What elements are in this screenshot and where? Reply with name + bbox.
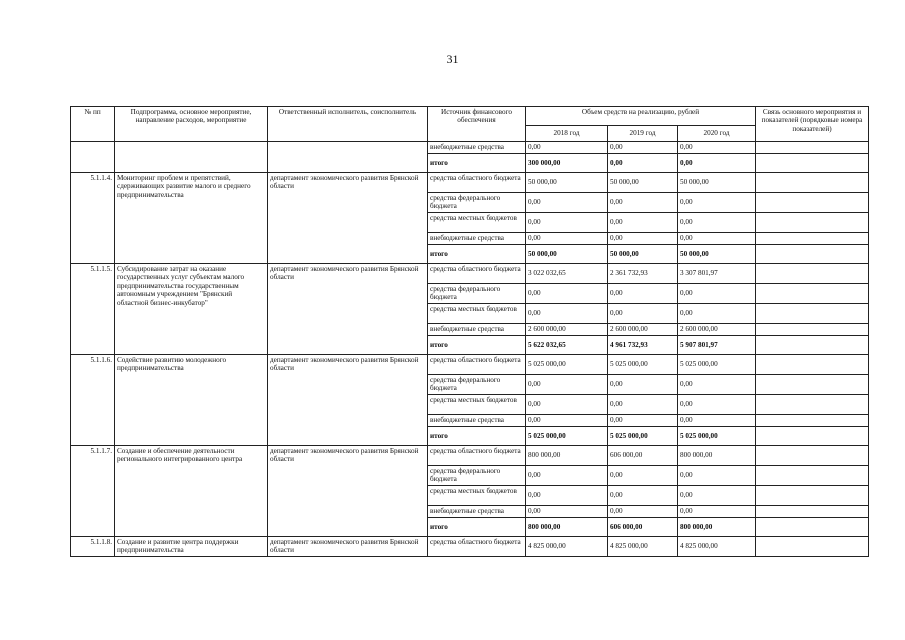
value-cell-2020: 3 307 801,97 bbox=[678, 264, 756, 284]
link-cell bbox=[756, 213, 869, 233]
link-cell bbox=[756, 518, 869, 537]
link-cell bbox=[756, 506, 869, 518]
link-cell bbox=[756, 264, 869, 284]
item-program: Создание и обеспечение деятельности регионального интегрированного центра bbox=[115, 446, 268, 537]
value-cell-2019: 4 961 732,93 bbox=[608, 336, 678, 355]
link-cell bbox=[756, 537, 869, 557]
value-cell-2018: 0,00 bbox=[526, 193, 608, 213]
table-row bbox=[71, 142, 869, 154]
item-executor: департамент экономического развития Брянской области bbox=[268, 355, 428, 446]
link-cell bbox=[756, 375, 869, 395]
value-cell-2020: 0,00 bbox=[678, 233, 756, 245]
value-cell-2020: 50 000,00 bbox=[678, 173, 756, 193]
source-cell: средства местных бюджетов bbox=[428, 304, 526, 324]
value-cell-2020: 5 025 000,00 bbox=[678, 427, 756, 446]
source-cell: итого bbox=[428, 336, 526, 355]
link-cell bbox=[756, 355, 869, 375]
value-cell-2020: 0,00 bbox=[678, 213, 756, 233]
table-row bbox=[71, 355, 869, 375]
value-cell-2020: 4 825 000,00 bbox=[678, 537, 756, 557]
value-cell-2019: 0,00 bbox=[608, 142, 678, 154]
value-cell-2018: 0,00 bbox=[526, 486, 608, 506]
value-cell-2019: 0,00 bbox=[608, 486, 678, 506]
header-year-2018: 2018 год bbox=[526, 126, 608, 142]
value-cell-2019: 2 600 000,00 bbox=[608, 324, 678, 336]
header-num: № пп bbox=[71, 107, 115, 142]
source-cell: итого bbox=[428, 245, 526, 264]
value-cell-2018: 0,00 bbox=[526, 466, 608, 486]
value-cell-2019: 0,00 bbox=[608, 375, 678, 395]
value-cell-2019: 5 025 000,00 bbox=[608, 355, 678, 375]
link-cell bbox=[756, 233, 869, 245]
source-cell: средства областного бюджета bbox=[428, 537, 526, 557]
value-cell-2020: 50 000,00 bbox=[678, 245, 756, 264]
item-executor: департамент экономического развития Брянской области bbox=[268, 537, 428, 557]
value-cell-2018: 5 025 000,00 bbox=[526, 355, 608, 375]
source-cell: итого bbox=[428, 427, 526, 446]
link-cell bbox=[756, 142, 869, 154]
header-year-2019: 2019 год bbox=[608, 126, 678, 142]
link-cell bbox=[756, 193, 869, 213]
value-cell-2018: 0,00 bbox=[526, 233, 608, 245]
value-cell-2018: 0,00 bbox=[526, 304, 608, 324]
link-cell bbox=[756, 304, 869, 324]
link-cell bbox=[756, 324, 869, 336]
value-cell-2020: 0,00 bbox=[678, 284, 756, 304]
value-cell-2018: 5 622 032,65 bbox=[526, 336, 608, 355]
source-cell: средства областного бюджета bbox=[428, 446, 526, 466]
value-cell-2020: 0,00 bbox=[678, 486, 756, 506]
value-cell-2018: 0,00 bbox=[526, 395, 608, 415]
value-cell-2018: 0,00 bbox=[526, 213, 608, 233]
page-number: 31 bbox=[446, 52, 459, 66]
value-cell-2019: 0,00 bbox=[608, 213, 678, 233]
link-cell bbox=[756, 466, 869, 486]
item-program: Содействие развитию молодежного предпринимательства bbox=[115, 355, 268, 446]
value-cell-2019: 0,00 bbox=[608, 284, 678, 304]
value-cell-2019: 0,00 bbox=[608, 506, 678, 518]
source-cell: средства местных бюджетов bbox=[428, 486, 526, 506]
item-number: 5.1.1.7. bbox=[71, 446, 115, 537]
value-cell-2019: 0,00 bbox=[608, 233, 678, 245]
value-cell-2018: 50 000,00 bbox=[526, 173, 608, 193]
value-cell-2018: 800 000,00 bbox=[526, 518, 608, 537]
header-executor: Ответственный исполнитель, соисполнитель bbox=[268, 107, 428, 142]
value-cell-2019: 606 000,00 bbox=[608, 446, 678, 466]
source-cell: средства местных бюджетов bbox=[428, 213, 526, 233]
item-number: 5.1.1.5. bbox=[71, 264, 115, 355]
value-cell-2020: 0,00 bbox=[678, 466, 756, 486]
value-cell-2019: 50 000,00 bbox=[608, 245, 678, 264]
value-cell-2018: 0,00 bbox=[526, 284, 608, 304]
source-cell: внебюджетные средства bbox=[428, 233, 526, 245]
link-cell bbox=[756, 154, 869, 173]
value-cell-2018: 4 825 000,00 bbox=[526, 537, 608, 557]
empty-num-cell bbox=[71, 142, 115, 173]
source-cell: внебюджетные средства bbox=[428, 415, 526, 427]
value-cell-2020: 0,00 bbox=[678, 154, 756, 173]
table-row bbox=[71, 264, 869, 284]
value-cell-2019: 0,00 bbox=[608, 415, 678, 427]
link-cell bbox=[756, 395, 869, 415]
source-cell: средства областного бюджета bbox=[428, 355, 526, 375]
link-cell bbox=[756, 245, 869, 264]
value-cell-2020: 0,00 bbox=[678, 142, 756, 154]
link-cell bbox=[756, 415, 869, 427]
value-cell-2019: 0,00 bbox=[608, 154, 678, 173]
value-cell-2020: 0,00 bbox=[678, 415, 756, 427]
header-link: Связь основного мероприятия и показателей (порядковые номера показателей) bbox=[756, 107, 869, 142]
value-cell-2020: 800 000,00 bbox=[678, 446, 756, 466]
value-cell-2018: 50 000,00 bbox=[526, 245, 608, 264]
table-row bbox=[71, 446, 869, 466]
item-executor: департамент экономического развития Брянской области bbox=[268, 173, 428, 264]
empty-executor-cell bbox=[268, 142, 428, 173]
value-cell-2019: 50 000,00 bbox=[608, 173, 678, 193]
link-cell bbox=[756, 486, 869, 506]
source-cell: средства областного бюджета bbox=[428, 264, 526, 284]
value-cell-2018: 3 022 032,65 bbox=[526, 264, 608, 284]
table-row bbox=[71, 173, 869, 193]
source-cell: внебюджетные средства bbox=[428, 324, 526, 336]
value-cell-2018: 5 025 000,00 bbox=[526, 427, 608, 446]
item-executor: департамент экономического развития Брянской области bbox=[268, 264, 428, 355]
value-cell-2018: 0,00 bbox=[526, 375, 608, 395]
value-cell-2020: 2 600 000,00 bbox=[678, 324, 756, 336]
empty-program-cell bbox=[115, 142, 268, 173]
source-cell: средства федерального бюджета bbox=[428, 193, 526, 213]
header-program: Подпрограмма, основное мероприятие, направление расходов, мероприятие bbox=[115, 107, 268, 142]
header-year-2020: 2020 год bbox=[678, 126, 756, 142]
value-cell-2019: 2 361 732,93 bbox=[608, 264, 678, 284]
link-cell bbox=[756, 284, 869, 304]
value-cell-2018: 0,00 bbox=[526, 415, 608, 427]
item-number: 5.1.1.4. bbox=[71, 173, 115, 264]
source-cell: средства областного бюджета bbox=[428, 173, 526, 193]
item-number: 5.1.1.8. bbox=[71, 537, 115, 557]
link-cell bbox=[756, 427, 869, 446]
value-cell-2019: 0,00 bbox=[608, 193, 678, 213]
value-cell-2018: 2 600 000,00 bbox=[526, 324, 608, 336]
source-cell: итого bbox=[428, 518, 526, 537]
value-cell-2020: 0,00 bbox=[678, 506, 756, 518]
value-cell-2019: 4 825 000,00 bbox=[608, 537, 678, 557]
value-cell-2020: 0,00 bbox=[678, 304, 756, 324]
value-cell-2020: 0,00 bbox=[678, 395, 756, 415]
link-cell bbox=[756, 446, 869, 466]
item-number: 5.1.1.6. bbox=[71, 355, 115, 446]
item-executor: департамент экономического развития Брянской области bbox=[268, 446, 428, 537]
source-cell: внебюджетные средства bbox=[428, 506, 526, 518]
source-cell: средства федерального бюджета bbox=[428, 375, 526, 395]
value-cell-2019: 0,00 bbox=[608, 395, 678, 415]
value-cell-2019: 606 000,00 bbox=[608, 518, 678, 537]
source-cell: итого bbox=[428, 154, 526, 173]
value-cell-2018: 300 000,00 bbox=[526, 154, 608, 173]
link-cell bbox=[756, 336, 869, 355]
value-cell-2018: 0,00 bbox=[526, 506, 608, 518]
value-cell-2019: 0,00 bbox=[608, 466, 678, 486]
value-cell-2019: 0,00 bbox=[608, 304, 678, 324]
value-cell-2020: 0,00 bbox=[678, 375, 756, 395]
value-cell-2020: 0,00 bbox=[678, 193, 756, 213]
value-cell-2020: 5 025 000,00 bbox=[678, 355, 756, 375]
source-cell: средства федерального бюджета bbox=[428, 466, 526, 486]
table-row bbox=[71, 537, 869, 557]
source-cell: внебюджетные средства bbox=[428, 142, 526, 154]
header-volume: Объем средств на реализацию, рублей bbox=[526, 107, 756, 126]
table-body bbox=[71, 142, 869, 557]
budget-table bbox=[70, 106, 869, 557]
item-program: Субсидирование затрат на оказание государственных услуг субъектам малого предпринимательства государственным автономным учреждением "Брянский областной бизнес-инкубатор" bbox=[115, 264, 268, 355]
value-cell-2018: 0,00 bbox=[526, 142, 608, 154]
value-cell-2020: 5 907 801,97 bbox=[678, 336, 756, 355]
item-program: Мониторинг проблем и препятствий, сдерживающих развитие малого и среднего предпринимательства bbox=[115, 173, 268, 264]
source-cell: средства федерального бюджета bbox=[428, 284, 526, 304]
value-cell-2019: 5 025 000,00 bbox=[608, 427, 678, 446]
value-cell-2018: 800 000,00 bbox=[526, 446, 608, 466]
item-program: Создание и развитие центра поддержки предпринимательства bbox=[115, 537, 268, 557]
value-cell-2020: 800 000,00 bbox=[678, 518, 756, 537]
header-source: Источник финансового обеспечения bbox=[428, 107, 526, 142]
link-cell bbox=[756, 173, 869, 193]
source-cell: средства местных бюджетов bbox=[428, 395, 526, 415]
